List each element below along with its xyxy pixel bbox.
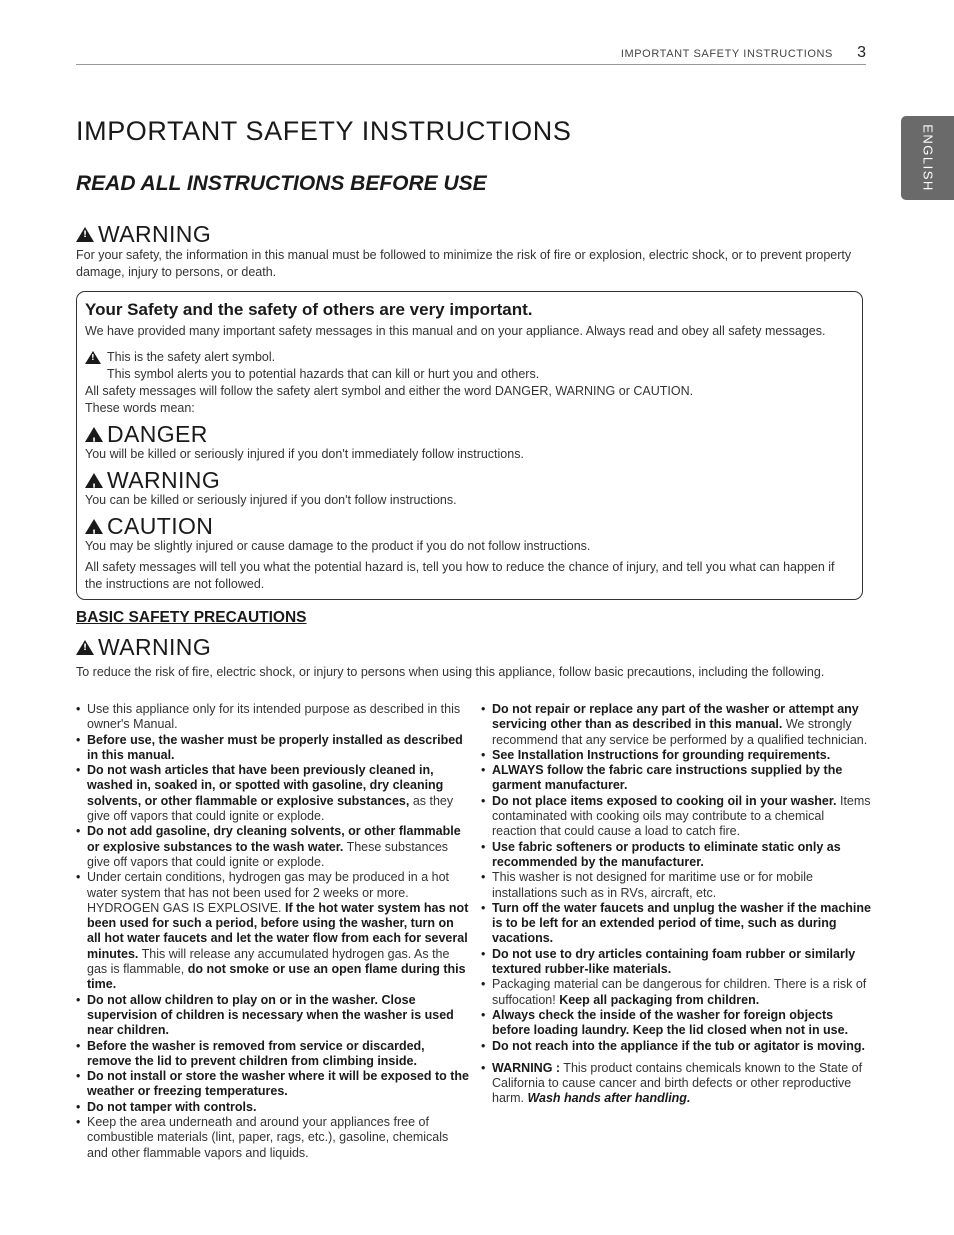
- caution-label: CAUTION: [107, 513, 214, 539]
- list-item: • Always check the inside of the washer for foreign objects before loading laundry. Keep the lid closed when not in use.: [481, 1008, 871, 1039]
- warning-triangle-icon: [76, 227, 94, 242]
- symbol-line: All safety messages will follow the safety alert symbol and either the word DANGER, WARNING or CAUTION.: [85, 384, 694, 398]
- list-item: • Do not tamper with controls.: [76, 1100, 469, 1115]
- symbol-line: This symbol alerts you to potential hazards that can kill or hurt you and others.: [107, 367, 540, 381]
- list-item: • Use fabric softeners or products to eliminate static only as recommended by the manufacturer.: [481, 840, 871, 871]
- warning-text: You can be killed or seriously injured if you don't follow instructions.: [85, 493, 457, 507]
- safety-box: [76, 291, 863, 600]
- warning-text: For your safety, the information in this manual must be followed to minimize the risk of fire or explosion, electric shock, or to prevent property damage, injury to persons, or death.: [76, 248, 852, 279]
- running-title: IMPORTANT SAFETY INSTRUCTIONS: [620, 48, 833, 60]
- danger-triangle-icon: [85, 427, 103, 442]
- precautions-list-right: [481, 702, 871, 1107]
- warning-label: WARNING: [98, 221, 212, 247]
- symbol-line: These words mean:: [85, 401, 195, 415]
- list-item: • Do not place items exposed to cooking oil in your washer. Items contaminated with cooking oils may contribute to a chemical reaction that could cause a load to catch fire.: [481, 794, 871, 840]
- page-number: 3: [857, 44, 866, 61]
- list-item: • Packaging material can be dangerous for children. There is a risk of suffocation! Keep all packaging from children.: [481, 977, 871, 1008]
- list-item: • Under certain conditions, hydrogen gas may be produced in a hot water system that has not been used for 2 weeks or more. HYDROGEN GAS IS EXPLOSIVE. If the hot water system has not been used for such a period, before using the washer, turn on all hot water faucets and let the water flow from each for several minutes. This will release any accumulated hydrogen gas. As the gas is flammable, do not smoke or use an open flame during this time.: [76, 870, 469, 992]
- list-item: • Do not reach into the appliance if the tub or agitator is moving.: [481, 1039, 871, 1054]
- page-title: IMPORTANT SAFETY INSTRUCTIONS: [76, 116, 572, 146]
- warning-signal-basic: [76, 634, 211, 661]
- basic-precautions-heading: BASIC SAFETY PRECAUTIONS: [76, 609, 307, 626]
- list-item: • Do not install or store the washer where it will be exposed to the weather or freezing temperatures.: [76, 1069, 469, 1100]
- caution-signal: [85, 514, 852, 538]
- list-item: • Before the washer is removed from service or discarded, remove the lid to prevent children from climbing inside.: [76, 1039, 469, 1070]
- warning-signal: [85, 468, 852, 492]
- symbol-line: This is the safety alert symbol.: [107, 350, 276, 364]
- list-item: • Do not repair or replace any part of the washer or attempt any servicing other than as described in this manual. We strongly recommend that any service be performed by a qualified technician.: [481, 702, 871, 748]
- list-item: • Turn off the water faucets and unplug the washer if the machine is to be left for an extended period of time, such as during vacations.: [481, 901, 871, 947]
- warning-label: WARNING: [98, 634, 212, 660]
- basic-intro: To reduce the risk of fire, electric shock, or injury to persons when using this appliance, follow basic precautions, including the following.: [76, 665, 825, 679]
- page-header: [76, 44, 866, 65]
- warning-label: WARNING: [107, 467, 221, 493]
- symbol-explanation: [85, 349, 852, 383]
- list-item: • Do not wash articles that have been previously cleaned in, washed in, soaked in, or spotted with gasoline, dry cleaning solvents, or other flammable or explosive substances, as they give off vapors that could ignite or explode.: [76, 763, 469, 824]
- safety-box-intro: We have provided many important safety messages in this manual and on your appliance. Always read and obey all safety messages.: [85, 324, 826, 338]
- warning-triangle-icon: [76, 640, 94, 655]
- list-item: • Before use, the washer must be properly installed as described in this manual.: [76, 733, 469, 764]
- list-item: • Do not allow children to play on or in the washer. Close supervision of children is necessary when the washer is used near children.: [76, 993, 469, 1039]
- language-tab-label: ENGLISH: [920, 124, 935, 192]
- list-item: • WARNING : This product contains chemicals known to the State of California to cause cancer and birth defects or other reproductive harm. Wash hands after handling.: [481, 1061, 871, 1107]
- caution-text: You may be slightly injured or cause damage to the product if you do not follow instructions.: [85, 539, 591, 553]
- page-subtitle: READ ALL INSTRUCTIONS BEFORE USE: [76, 172, 487, 195]
- warning-triangle-icon: [85, 473, 103, 488]
- danger-signal: [85, 422, 852, 446]
- danger-label: DANGER: [107, 421, 208, 447]
- list-item: • See Installation Instructions for grounding requirements.: [481, 748, 871, 763]
- safety-box-title: Your Safety and the safety of others are very important.: [85, 300, 533, 319]
- caution-triangle-icon: [85, 519, 103, 534]
- list-item: • Do not add gasoline, dry cleaning solvents, or other flammable or explosive substances to the wash water. These substances give off vapors that could ignite or explode.: [76, 824, 469, 870]
- list-item: • Use this appliance only for its intended purpose as described in this owner's Manual.: [76, 702, 469, 733]
- precautions-list-left: [76, 702, 469, 1161]
- safety-box-closing: All safety messages will tell you what the potential hazard is, tell you how to reduce the chance of injury, and tell you what can happen if the instructions are not followed.: [85, 560, 835, 591]
- language-tab[interactable]: [901, 116, 954, 200]
- list-item: • ALWAYS follow the fabric care instructions supplied by the garment manufacturer.: [481, 763, 871, 794]
- danger-text: You will be killed or seriously injured if you don't immediately follow instructions.: [85, 447, 524, 461]
- safety-alert-icon: [85, 351, 101, 364]
- list-item: • Keep the area underneath and around your appliances free of combustible materials (lint, paper, rags, etc.), gasoline, chemicals and other flammable vapors and liquids.: [76, 1115, 469, 1161]
- warning-signal-top: [76, 221, 211, 248]
- list-item: • This washer is not designed for maritime use or for mobile installations such as in RVs, aircraft, etc.: [481, 870, 871, 901]
- list-item: • Do not use to dry articles containing foam rubber or similarly textured rubber-like materials.: [481, 947, 871, 978]
